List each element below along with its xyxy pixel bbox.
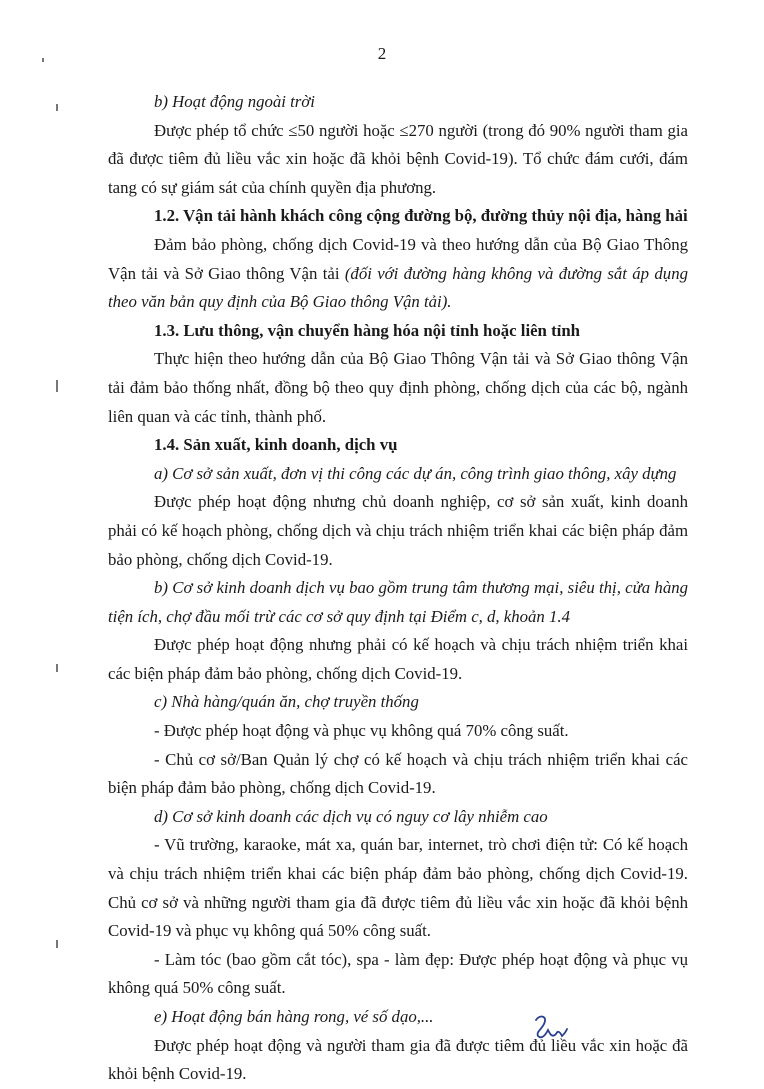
subsection-production: a) Cơ sở sản xuất, đơn vị thi công các dự án, công trình giao thông, xây dựng bbox=[154, 463, 677, 483]
margin-mark bbox=[56, 380, 58, 392]
paragraph-production: Được phép hoạt động nhưng chủ doanh nghiệp, cơ sở sản xuất, kinh doanh phải có kế hoạch phòng, chống dịch và chịu trách nhiệm triển khai các biện pháp đảm bảo phòng, chống dịch Covid-19. bbox=[108, 492, 688, 569]
paragraph-transport bbox=[108, 231, 688, 317]
paragraph-transport-note: (đối với đường hàng không và đường sắt áp dụng theo văn bản quy định của Bộ Giao thông Vận tải). bbox=[108, 263, 688, 312]
subsection-high-risk: d) Cơ sở kinh doanh các dịch vụ có nguy cơ lây nhiễm cao bbox=[154, 806, 548, 826]
margin-mark bbox=[56, 104, 58, 111]
paragraph-commerce: Được phép hoạt động nhưng phải có kế hoạch và chịu trách nhiệm triển khai các biện pháp đảm bảo phòng, chống dịch Covid-19. bbox=[108, 635, 688, 683]
margin-mark bbox=[42, 58, 44, 62]
subsection-street-vendors: e) Hoạt động bán hàng rong, vé số dạo,... bbox=[154, 1007, 434, 1026]
bullet-restaurants-capacity: - Được phép hoạt động và phục vụ không quá 70% công suất. bbox=[154, 721, 569, 741]
paragraph-transport-main: Đảm bảo phòng, chống dịch Covid-19 và theo hướng dẫn của Bộ Giao Thông Vận tải và Sở Giao thông Vận tải bbox=[108, 234, 688, 283]
margin-mark bbox=[56, 664, 58, 672]
initials-signature bbox=[530, 1012, 570, 1042]
document-body bbox=[108, 88, 688, 1089]
page-number: 2 bbox=[377, 44, 387, 63]
subsection-commerce: b) Cơ sở kinh doanh dịch vụ bao gồm trung tâm thương mại, siêu thị, cửa hàng tiện ích, chợ đầu mối trừ các cơ sở quy định tại Điểm c, d, khoản 1.4 bbox=[108, 578, 688, 626]
subsection-outdoor: b) Hoạt động ngoài trời bbox=[154, 92, 315, 111]
heading-1-2: 1.2. Vận tải hành khách công cộng đường bộ, đường thủy nội địa, hàng hải bbox=[154, 206, 688, 226]
margin-mark bbox=[56, 940, 58, 948]
bullet-market-plan: - Chủ cơ sở/Ban Quản lý chợ có kế hoạch và chịu trách nhiệm triển khai các biện pháp đảm bảo phòng, chống dịch Covid-19. bbox=[108, 749, 688, 798]
bullet-entertainment: - Vũ trường, karaoke, mát xa, quán bar, internet, trò chơi điện tử: Có kế hoạch và chịu trách nhiệm triển khai các biện pháp đảm bảo phòng, chống dịch Covid-19. Chủ cơ sở và những người tham gia đã được tiêm đủ liều vắc xin hoặc đã khỏi bệnh Covid-19 và phục vụ không quá 50% công suất. bbox=[108, 835, 688, 941]
subsection-restaurants: c) Nhà hàng/quán ăn, chợ truyền thống bbox=[154, 692, 419, 712]
bullet-hair-spa: - Làm tóc (bao gồm cắt tóc), spa - làm đẹp: Được phép hoạt động và phục vụ không quá 50% công suất. bbox=[108, 949, 688, 998]
paragraph-goods: Thực hiện theo hướng dẫn của Bộ Giao Thông Vận tải và Sở Giao thông Vận tải đảm bảo thống nhất, đồng bộ theo quy định phòng, chống dịch của các bộ, ngành liên quan và các tỉnh, thành phố. bbox=[108, 349, 688, 426]
paragraph-street-vendors: Được phép hoạt động và người tham gia đã được tiêm đủ liều vắc xin hoặc đã khỏi bệnh Covid-19. bbox=[108, 1035, 688, 1084]
paragraph-outdoor: Được phép tổ chức ≤50 người hoặc ≤270 người (trong đó 90% người tham gia đã được tiêm đủ liều vắc xin hoặc đã khỏi bệnh Covid-19). Tổ chức đám cưới, đám tang có sự giám sát của chính quyền địa phương. bbox=[108, 120, 688, 197]
heading-1-4: 1.4. Sản xuất, kinh doanh, dịch vụ bbox=[154, 435, 398, 455]
heading-1-3: 1.3. Lưu thông, vận chuyển hàng hóa nội tỉnh hoặc liên tỉnh bbox=[154, 320, 580, 340]
